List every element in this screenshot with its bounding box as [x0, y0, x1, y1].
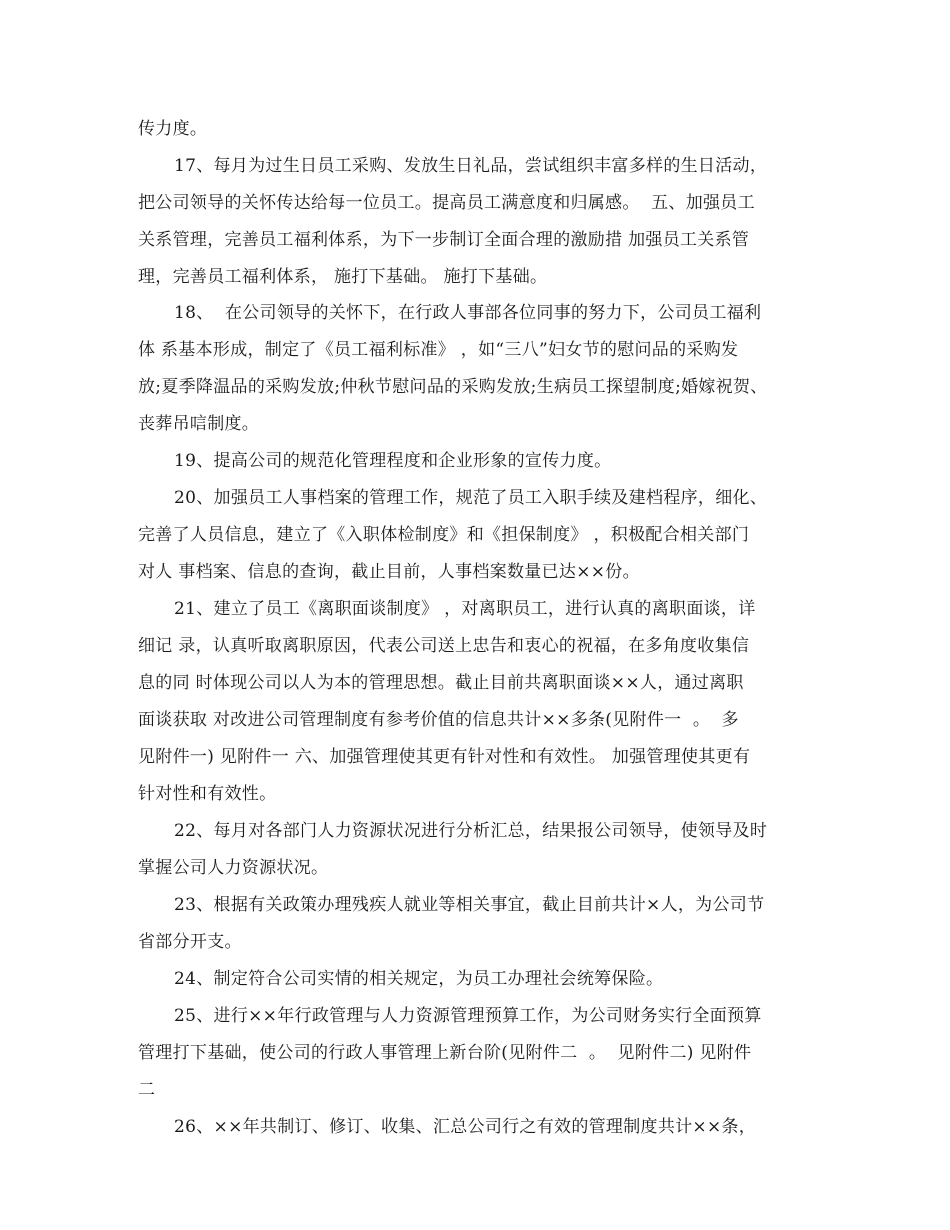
text-line: 把公司领导的关怀传达给每一位员工。提高员工满意度和归属感。 五、加强员工 [138, 193, 755, 213]
text-line: 面谈获取 对改进公司管理制度有参考价值的信息共计××多条(见附件一 。 多 [138, 710, 739, 730]
text-line: 完善了人员信息，建立了《入职体检制度》和《担保制度》 ，积极配合相关部门 [138, 525, 750, 545]
text-line: 掌握公司人力资源状况。 [138, 858, 329, 878]
text-line: 针对性和有效性。 [138, 784, 277, 804]
text-line: 传力度。 [138, 119, 208, 139]
text-line: 细记 录，认真听取离职原因，代表公司送上忠告和衷心的祝福，在多角度收集信 [138, 636, 750, 656]
text-line: 省部分开支。 [138, 932, 242, 952]
text-line: 理，完善员工福利体系， 施打下基础。 施打下基础。 [138, 267, 548, 287]
text-line: 23、根据有关政策办理残疾人就业等相关事宜，截止目前共计×人，为公司节 [174, 895, 765, 915]
text-line: 关系管理，完善员工福利体系，为下一步制订全面合理的激励措 加强员工关系管 [138, 230, 750, 250]
text-line: 18、 在公司领导的关怀下，在行政人事部各位同事的努力下，公司员工福利 [174, 303, 762, 323]
text-line: 放;夏季降温品的采购发放;仲秋节慰问品的采购发放;生病员工探望制度;婚嫁祝贺、 [138, 377, 768, 397]
text-line: 息的同 时体现公司以人为本的管理思想。截止目前共离职面谈××人，通过离职 [138, 673, 744, 693]
text-line: 对人 事档案、信息的查询，截止目前，人事档案数量已达××份。 [138, 562, 640, 582]
text-line: 二 [138, 1080, 156, 1100]
text-line: 丧葬吊唁制度。 [138, 414, 260, 434]
text-line: 25、进行××年行政管理与人力资源管理预算工作，为公司财务实行全面预算 [174, 1006, 762, 1026]
text-line: 19、提高公司的规范化管理程度和企业形象的宣传力度。 [174, 451, 612, 471]
text-line: 17、每月为过生日员工采购、发放生日礼品，尝试组织丰富多样的生日活动， [174, 156, 768, 176]
text-line: 见附件一) 见附件一 六、加强管理使其更有针对性和有效性。 加强管理使其更有 [138, 747, 751, 767]
text-line: 26、××年共制订、修订、收集、汇总公司行之有效的管理制度共计××条， [174, 1117, 757, 1137]
text-line: 体 系基本形成，制定了《员工福利标准》 ，如“三八”妇女节的慰问品的采购发 [138, 340, 739, 360]
text-line: 24、制定符合公司实情的相关规定，为员工办理社会统筹保险。 [174, 969, 664, 989]
text-line: 22、每月对各部门人力资源状况进行分析汇总，结果报公司领导，使领导及时 [174, 821, 768, 841]
text-line: 20、加强员工人事档案的管理工作，规范了员工入职手续及建档程序，细化、 [174, 488, 768, 508]
text-line: 管理打下基础，使公司的行政人事管理上新台阶(见附件二 。 见附件二) 见附件 [138, 1043, 752, 1063]
text-line: 21、建立了员工《离职面谈制度》 ，对离职员工，进行认真的离职面谈，详 [174, 599, 756, 619]
